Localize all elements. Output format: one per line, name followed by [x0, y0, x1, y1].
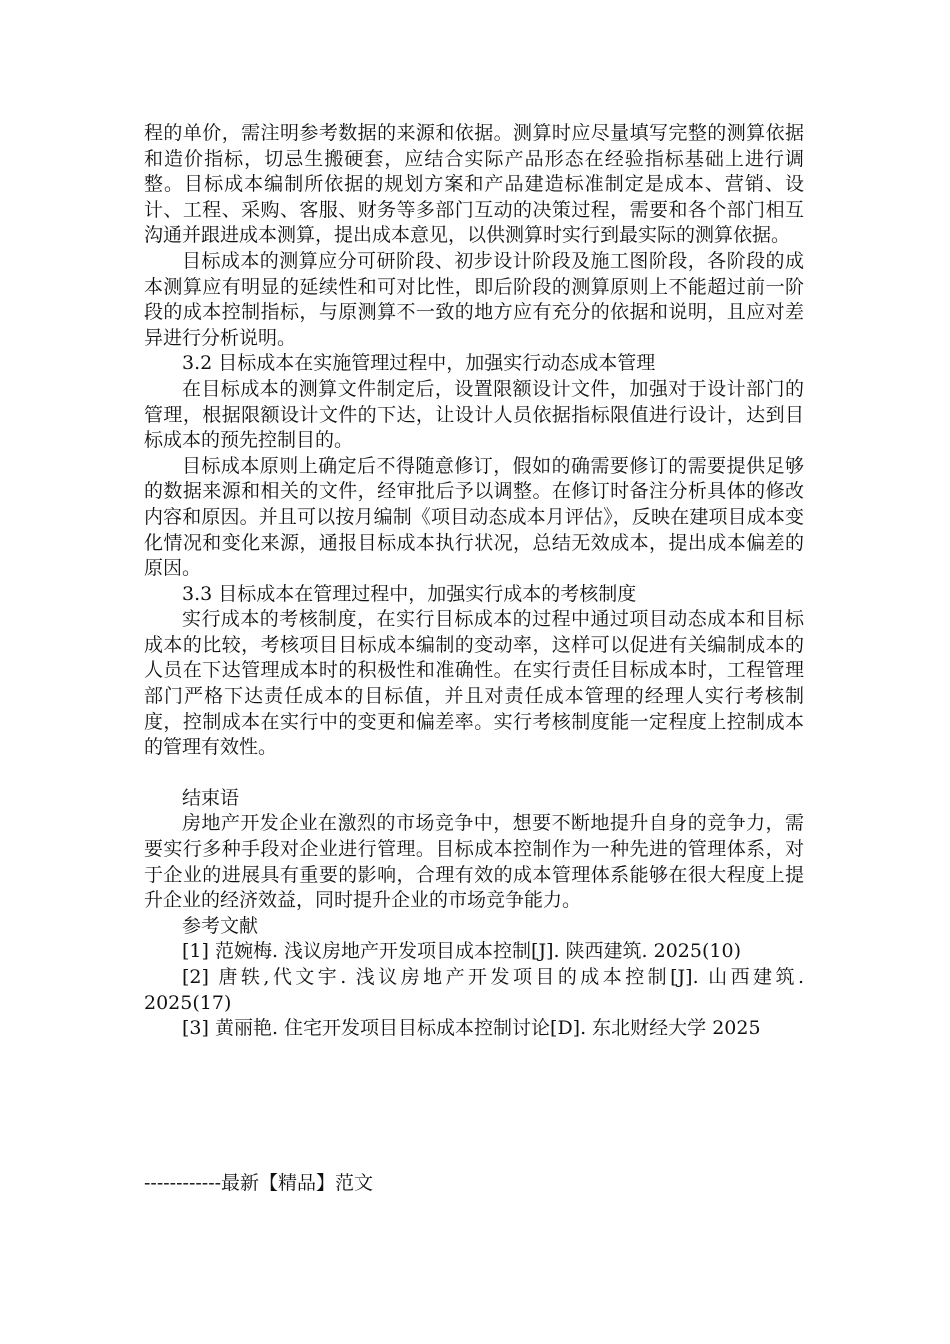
conclusion-paragraph: 房地产开发企业在激烈的市场竞争中，想要不断地提升自身的竞争力，需要实行多种手段对企业进行管理。目标成本控制作为一种先进的管理体系，对于企业的进展具有重要的影响，合理有效的成本管理体系能够在很大程度上提升企业的经济效益，同时提升企业的市场竞争能力。 — [144, 812, 804, 912]
footer-banner: ------------最新【精品】范文 — [144, 1172, 374, 1194]
conclusion-heading: 结束语 — [182, 786, 240, 809]
reference-item-2: [2] 唐轶,代文宇. 浅议房地产开发项目的成本控制[J]. 山西建筑. 2025(17) — [144, 966, 804, 1014]
reference-item-1: [1] 范婉梅. 浅议房地产开发项目成本控制[J]. 陕西建筑. 2025(10) — [182, 940, 741, 963]
paragraph-limit-design: 在目标成本的测算文件制定后，设置限额设计文件，加强对于设计部门的管理，根据限额设计文件的下达，让设计人员依据指标限值进行设计，达到目标成本的预先控制目的。 — [144, 377, 804, 452]
section-heading-3-3: 3.3 目标成本在管理过程中，加强实行成本的考核制度 — [182, 582, 637, 605]
paragraph-revision: 目标成本原则上确定后不得随意修订，假如的确需要修订的需要提供足够的数据来源和相关的文件，经审批后予以调整。在修订时备注分析具体的修改内容和原因。并且可以按月编制《项目动态成本月评估》，反映在建项目成本变化情况和变化来源，通报目标成本执行状况，总结无效成本，提出成本偏差的原因。 — [144, 454, 804, 580]
references-heading: 参考文献 — [182, 914, 259, 937]
reference-item-3: [3] 黄丽艳. 住宅开发项目目标成本控制讨论[D]. 东北财经大学 2025 — [182, 1017, 761, 1040]
paragraph-continuation: 程的单价，需注明参考数据的来源和依据。测算时应尽量填写完整的测算依据和造价指标，切忌生搬硬套，应结合实际产品形态在经验指标基础上进行调整。目标成本编制所依据的规划方案和产品建造标准制定是成本、营销、设计、工程、采购、客服、财务等多部门互动的决策过程，需要和各个部门相互沟通并跟进成本测算，提出成本意见，以供测算时实行到最实际的测算依据。 — [144, 122, 804, 247]
paragraph-measurement-stages: 目标成本的测算应分可研阶段、初步设计阶段及施工图阶段，各阶段的成本测算应有明显的延续性和可对比性，即后阶段的测算原则上不能超过前一阶段的成本控制指标，与原测算不一致的地方应有充分的依据和说明，且应对差异进行分析说明。 — [144, 249, 804, 349]
section-heading-3-2: 3.2 目标成本在实施管理过程中，加强实行动态成本管理 — [182, 352, 656, 375]
paragraph-assessment: 实行成本的考核制度，在实行目标成本的过程中通过项目动态成本和目标成本的比较，考核项目目标成本编制的变动率，这样可以促进有关编制成本的人员在下达管理成本时的积极性和准确性。在实行责任目标成本时，工程管理部门严格下达责任成本的目标值，并且对责任成本管理的经理人实行考核制度，控制成本在实行中的变更和偏差率。实行考核制度能一定程度上控制成本的管理有效性。 — [144, 608, 804, 759]
document-body — [144, 121, 804, 1042]
section-gap — [144, 761, 804, 786]
